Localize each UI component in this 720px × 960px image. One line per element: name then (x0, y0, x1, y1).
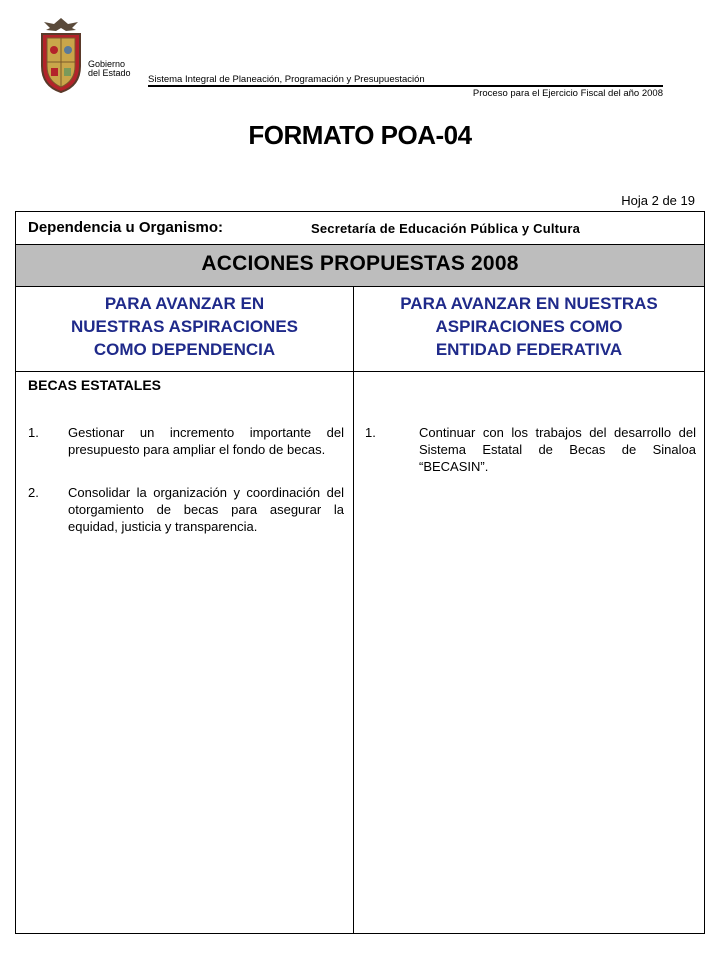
header-divider (148, 85, 663, 87)
item-number: 1. (365, 425, 376, 440)
fiscal-process-label: Proceso para el Ejercicio Fiscal del año 2008 (472, 88, 663, 99)
item-number: 2. (28, 485, 39, 500)
page-title: FORMATO POA-04 (248, 120, 472, 150)
system-name: Sistema Integral de Planeación, Programación y Presupuestación (148, 74, 425, 85)
del-estado-label: del Estado (88, 68, 131, 78)
state-coat-of-arms-logo (36, 16, 86, 96)
item-text: Gestionar un incremento importante del presupuesto para ampliar el fondo de becas. (68, 425, 344, 457)
dependency-row (16, 212, 704, 245)
left-heading-line: NUESTRAS ASPIRACIONES (70, 317, 298, 336)
right-heading-line: ASPIRACIONES COMO (435, 317, 623, 336)
left-heading-line: COMO DEPENDENCIA (93, 340, 276, 359)
right-heading-line: ENTIDAD FEDERATIVA (435, 340, 623, 359)
right-heading-line: PARA AVANZAR EN NUESTRAS (400, 294, 658, 313)
gobierno-label: Gobierno (88, 59, 126, 69)
right-column-heading (354, 292, 704, 361)
item-text: Consolidar la organización y coordinación del otorgamiento de becas para asegurar la equidad, justicia y transparencia. (68, 485, 344, 534)
section-band (16, 245, 704, 287)
left-column-heading (16, 292, 353, 361)
page-number: Hoja 2 de 19 (621, 193, 695, 208)
column-divider (353, 287, 354, 933)
dependency-label: Dependencia u Organismo: (28, 219, 224, 236)
left-heading-line: PARA AVANZAR EN (104, 294, 265, 313)
left-subheading: BECAS ESTATALES (28, 377, 162, 393)
column-header-row (16, 287, 704, 372)
dependency-value: Secretaría de Educación Pública y Cultura (311, 221, 581, 236)
actions-table (15, 211, 705, 934)
section-title: ACCIONES PROPUESTAS 2008 (201, 252, 519, 275)
item-number: 1. (28, 425, 39, 440)
item-text: Continuar con los trabajos del desarrollo del Sistema Estatal de Becas de Sinaloa “BECASIN”. (419, 425, 696, 474)
